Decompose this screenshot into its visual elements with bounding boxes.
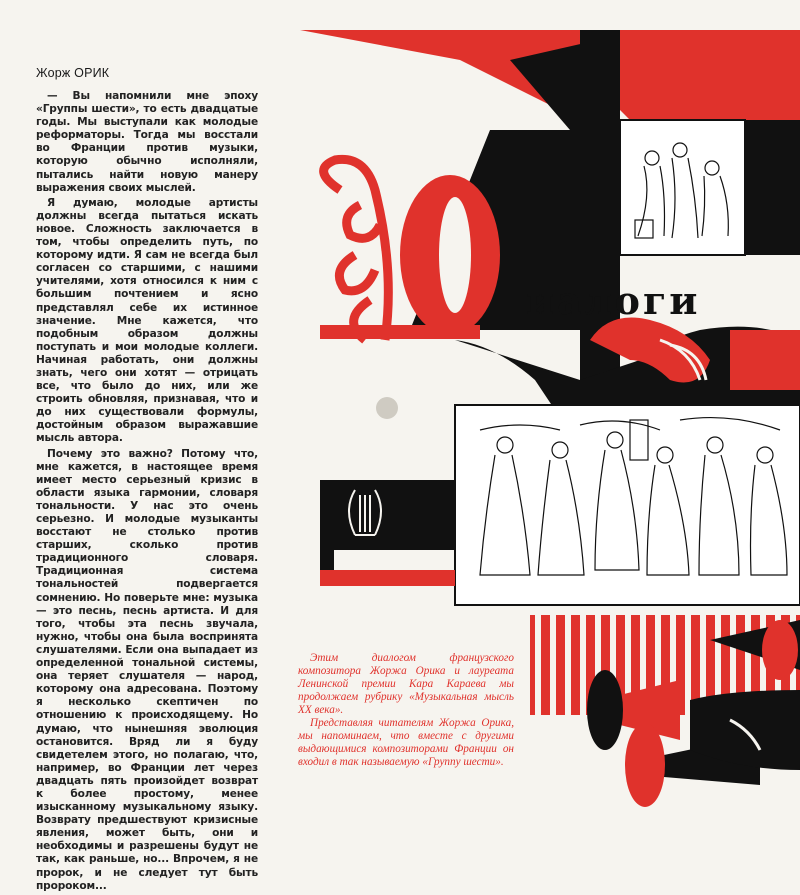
article-author: Жорж ОРИК (36, 66, 110, 80)
caption-paragraph: Представляя читателям Жоржа Орика, мы напоминаем, что вместе с другими выдающимися композиторами Франции он входил в так называемую «Группу шести». (298, 717, 514, 768)
black-horn-left (320, 480, 455, 550)
article-paragraph: Почему это важно? Потому что, мне кажется, в настоящее время имеет место серьезный кризис в области языка гармонии, словаря тональности. У нас это очень серьезно. И молодые музыканты восстают не столько против старших, сколько против традиционного словаря. Традиционная система тональностей подвергается сомнению. Но поверьте мне: музыка — это песнь, песнь артиста. И для того, чтобы эта песнь звучала, нужно, чтобы она была воспринята слушателями. Если она выпадает из определенной тональной системы, она теряет слушателя — народ, которому она адресована. Поэтому я несколько скептичен по отношению к происходящему. Но думаю, что нынешняя эволюция остановится. Вряд ли я буду свидетелем этого, но полагаю, что, например, во Франции лет через двадцать пять произойдет возврат к более простому, менее изысканному музыкальному языку. Возврату предшествуют кризисные явления, может быть, они и необходимы и разрешены будут не так, как раньше, но... Впрочем, я не пророк, и не следует тут быть пророком... (36, 447, 258, 892)
red-ornamental-letter (324, 159, 389, 340)
punched-hole (376, 397, 398, 419)
article-paragraph: Я думаю, молодые артисты должны всегда пытаться искать новое. Сложность заключается в том, чтобы определить путь, по которому идти. Я сам не всегда был согласен со старшими, с нашими учителями, хотя относился к ним с большим почтением и ясно представлял себе их истинное значение. Мне кажется, что подобным образом должны поступать и мои молодые коллеги. Начиная работать, они должны знать, чего они хотят — отрицать все, что было до них, или же строить обновляя, признавая, что и до них существовали формулы, достойным образом выражавшие мысль автора. (36, 196, 258, 445)
title-word: иалоги (526, 278, 701, 323)
caption-paragraph: Этим диалогом французского композитора Жоржа Орика и лауреата Ленинской премии Кара Караева мы продолжаем рубрику «Музыкальная мысль XX века». (298, 652, 514, 716)
article-column (36, 66, 258, 895)
article-paragraph: — Вы напомнили мне эпоху «Группы шести», то есть двадцатые годы. Мы выступали как молодые реформаторы. Тогда мы восстали во Франции против музыки, которую обычно исполняли, пытались найти новую манеру выражения своих мыслей. (36, 90, 258, 194)
editorial-caption (298, 652, 514, 769)
